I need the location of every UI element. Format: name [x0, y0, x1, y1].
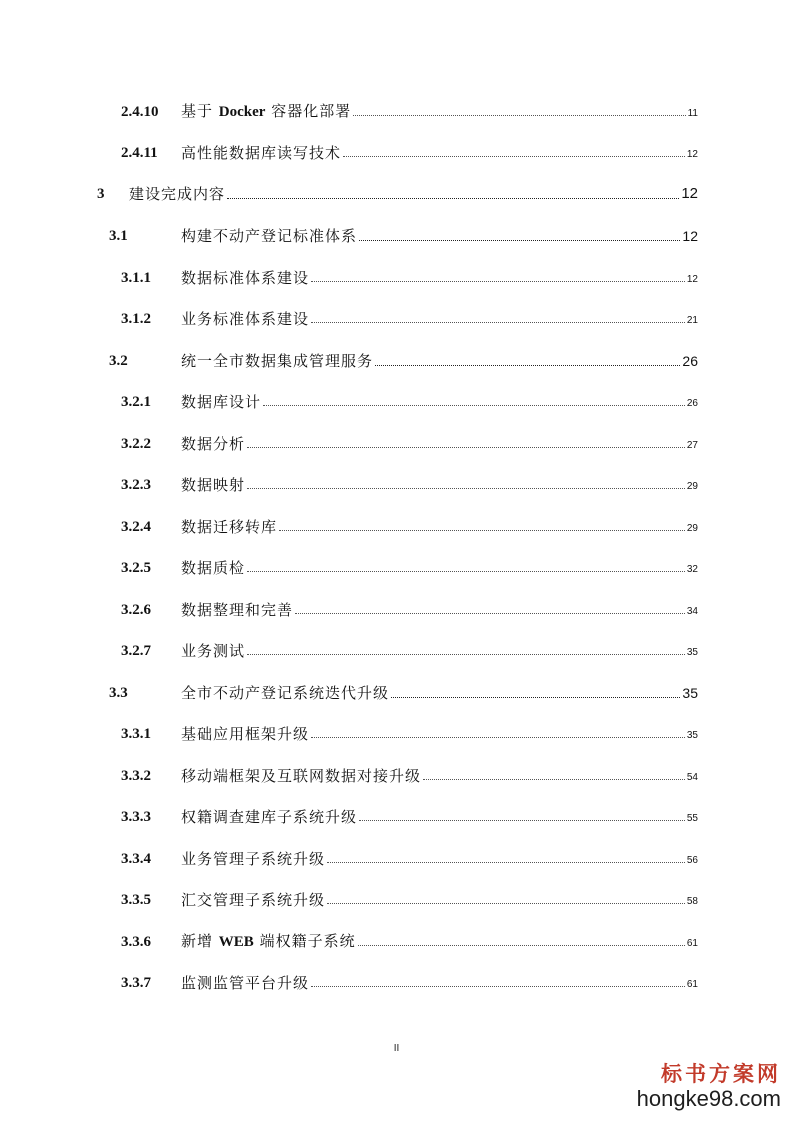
dot-leader	[327, 902, 685, 904]
toc-page-number: 35	[686, 647, 698, 658]
dot-leader	[311, 985, 685, 987]
toc-title: 业务管理子系统升级	[181, 850, 326, 868]
toc-number: 3.3.4	[121, 851, 151, 867]
toc-entry-3-3-2[interactable]	[121, 762, 698, 786]
toc-title: 基础应用框架升级	[181, 725, 310, 743]
toc-title: 监测监管平台升级	[181, 974, 310, 992]
dot-leader	[343, 155, 685, 157]
toc-entry-3-3-7[interactable]	[121, 969, 698, 993]
toc-title: 数据库设计	[181, 393, 262, 411]
toc-entry-3-2-5[interactable]	[121, 554, 698, 578]
toc-page-number: 29	[686, 523, 698, 534]
toc-title: 建设完成内容	[129, 185, 226, 203]
toc-entry-3-2-3[interactable]	[121, 471, 698, 495]
toc-title: 数据标准体系建设	[181, 269, 310, 287]
toc-number: 3.3.3	[121, 809, 151, 825]
dot-leader	[391, 696, 680, 698]
toc-number: 3.1.2	[121, 311, 151, 327]
toc-page-number: 12	[682, 228, 698, 244]
dot-leader	[247, 446, 685, 448]
toc-number: 3.3.6	[121, 934, 151, 950]
toc-page-number: 21	[686, 315, 698, 326]
toc-page-number: 35	[682, 685, 698, 701]
toc-number: 2.4.11	[121, 145, 158, 161]
toc-page-number: 12	[681, 185, 698, 202]
dot-leader	[423, 778, 685, 780]
toc-page-number: 29	[686, 481, 698, 492]
toc-title: 权籍调查建库子系统升级	[181, 808, 358, 826]
toc-entry-3-2-1[interactable]	[121, 388, 698, 412]
toc-number: 3.2.3	[121, 477, 151, 493]
toc-number: 3.3.7	[121, 975, 151, 991]
toc-title: 业务测试	[181, 642, 246, 660]
toc-number: 3.1	[109, 228, 128, 244]
dot-leader	[359, 819, 685, 821]
toc-entry-3-2-2[interactable]	[121, 430, 698, 454]
toc-entry-2-4-11[interactable]	[121, 139, 698, 163]
toc-page-number: 61	[686, 979, 698, 990]
toc-number: 3.2.4	[121, 519, 151, 535]
toc-title: 业务标准体系建设	[181, 310, 310, 328]
dot-leader	[375, 364, 680, 366]
toc-entry-3-1-2[interactable]	[121, 305, 698, 329]
toc-page-number: 56	[686, 855, 698, 866]
toc-page-number: 35	[686, 730, 698, 741]
toc-title: 全市不动产登记系统迭代升级	[181, 684, 390, 702]
dot-leader	[327, 861, 685, 863]
dot-leader	[227, 197, 679, 199]
toc-page-number: 11	[687, 108, 698, 119]
toc-entry-3-2-6[interactable]	[121, 596, 698, 620]
toc-page-number: 54	[686, 772, 698, 783]
toc-title: 数据迁移转库	[181, 518, 278, 536]
toc-number: 3.3.2	[121, 768, 151, 784]
toc-number: 3.1.1	[121, 270, 151, 286]
toc-title: 移动端框架及互联网数据对接升级	[181, 767, 422, 785]
dot-leader	[247, 570, 685, 572]
dot-leader	[247, 487, 685, 489]
dot-leader	[358, 944, 685, 946]
toc-number: 3.2.2	[121, 436, 151, 452]
page-footer-number: II	[393, 1043, 400, 1054]
toc-page-number: 32	[686, 564, 698, 575]
watermark-cn-text: 标书方案网	[661, 1061, 781, 1086]
toc-number: 3.2	[109, 353, 128, 369]
toc-title: 统一全市数据集成管理服务	[181, 352, 374, 370]
toc-title: 基于 Docker 容器化部署	[181, 102, 352, 120]
site-watermark	[637, 1058, 781, 1112]
toc-number: 3.2.7	[121, 643, 151, 659]
toc-entry-3-1-1[interactable]	[121, 264, 698, 288]
toc-title: 数据分析	[181, 435, 246, 453]
toc-page-number: 58	[686, 896, 698, 907]
toc-entry-3-2-4[interactable]	[121, 513, 698, 537]
toc-title: 汇交管理子系统升级	[181, 891, 326, 909]
dot-leader	[311, 280, 685, 282]
toc-page-number: 26	[682, 353, 698, 369]
dot-leader	[279, 529, 685, 531]
toc-page-number: 27	[686, 440, 698, 451]
toc-title: 数据质检	[181, 559, 246, 577]
dot-leader	[353, 114, 685, 116]
toc-title: 数据映射	[181, 476, 246, 494]
toc-title: 高性能数据库读写技术	[181, 144, 342, 162]
toc-number: 3	[97, 186, 105, 202]
toc-entry-3-3[interactable]	[109, 679, 698, 703]
toc-number: 3.3.5	[121, 892, 151, 908]
dot-leader	[359, 239, 680, 241]
toc-number: 3.3.1	[121, 726, 151, 742]
toc-page-number: 26	[686, 398, 698, 409]
toc-entry-3-1[interactable]	[109, 222, 698, 246]
toc-number: 2.4.10	[121, 104, 159, 120]
dot-leader	[311, 736, 685, 738]
dot-leader	[295, 612, 685, 614]
toc-page-number: 12	[686, 274, 698, 285]
toc-entry-3-2-7[interactable]	[121, 637, 698, 661]
toc-entry-3-2[interactable]	[109, 347, 698, 371]
toc-entry-3-3-6[interactable]	[121, 928, 698, 952]
toc-entry-3-3-4[interactable]	[121, 845, 698, 869]
toc-title: 新增 WEB 端权籍子系统	[181, 932, 356, 950]
toc-number: 3.2.5	[121, 560, 151, 576]
dot-leader	[311, 321, 685, 323]
toc-title: 数据整理和完善	[181, 601, 294, 619]
toc-page-number: 34	[686, 606, 698, 617]
toc-page-number: 55	[686, 813, 698, 824]
toc-number: 3.2.6	[121, 602, 151, 618]
dot-leader	[263, 404, 685, 406]
toc-title: 构建不动产登记标准体系	[181, 227, 358, 245]
toc-entry-3-3-5[interactable]	[121, 886, 698, 910]
watermark-en-text: hongke98.com	[636, 1086, 781, 1111]
toc-number: 3.3	[109, 685, 128, 701]
dot-leader	[247, 653, 685, 655]
toc-page-number: 12	[686, 149, 698, 160]
toc-entry-2-4-10[interactable]	[121, 98, 698, 122]
toc-entry-3-3-1[interactable]	[121, 720, 698, 744]
toc-page-number: 61	[686, 938, 698, 949]
toc-number: 3.2.1	[121, 394, 151, 410]
toc-entry-3[interactable]	[97, 180, 698, 204]
toc-entry-3-3-3[interactable]	[121, 803, 698, 827]
